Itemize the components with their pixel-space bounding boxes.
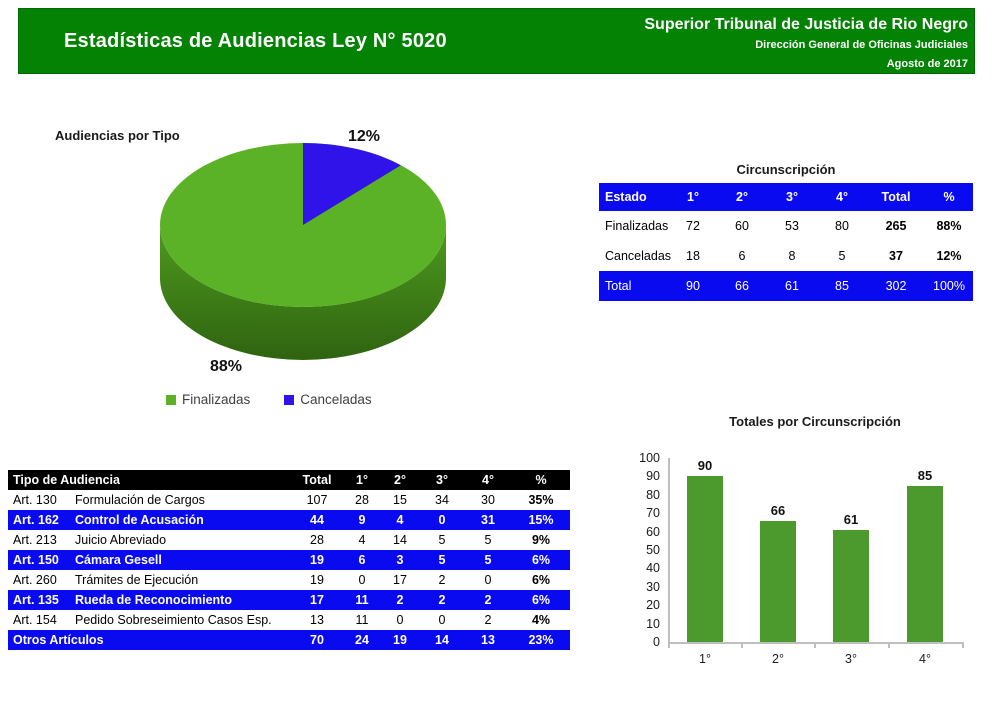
pie-chart: [150, 130, 470, 370]
cell-total: 44: [310, 513, 324, 527]
cell-3: 5: [438, 553, 446, 567]
circ-table-title: Circunscripción: [736, 162, 836, 177]
cell-3: 53: [785, 219, 799, 233]
col-header-pct: %: [535, 473, 547, 487]
cell-pct: 6%: [531, 573, 551, 587]
pie-chart-title: Audiencias por Tipo: [55, 128, 180, 143]
cell-total: 70: [310, 633, 324, 647]
cell-2: 15: [393, 493, 407, 507]
cell-total: 302: [885, 279, 907, 293]
col-header-1: 1°: [356, 473, 368, 487]
y-axis-label: 50: [646, 543, 660, 557]
y-axis-label: 60: [646, 524, 660, 539]
cell-estado: Finalizadas: [605, 219, 669, 233]
col-header-estado: Estado: [605, 190, 647, 204]
cell-total: 265: [885, 219, 907, 233]
x-axis-label-2: 2°: [772, 652, 784, 666]
bar-1: [687, 476, 723, 642]
x-axis-label-4: 4°: [919, 652, 931, 666]
cell-4: 2: [484, 593, 492, 607]
cell-desc: Juicio Abreviado: [75, 533, 167, 547]
cell-desc: Control de Acusación: [75, 513, 204, 527]
legend-item-canceladas: [284, 392, 371, 407]
cell-desc: Formulación de Cargos: [75, 493, 205, 507]
y-axis-label: 30: [646, 579, 660, 594]
cell-desc: Rueda de Reconocimiento: [75, 593, 232, 607]
cell-desc: Cámara Gesell: [75, 553, 162, 567]
table-row-art260: [8, 570, 570, 590]
cell-4: 13: [481, 633, 495, 647]
cell-4: 85: [835, 279, 849, 293]
cell-art: Art. 213: [13, 533, 57, 547]
bar-value-1: 90: [697, 458, 713, 474]
x-axis-tick: [741, 642, 743, 648]
cell-2: 19: [393, 633, 407, 647]
org-department: Dirección General de Oficinas Judiciales: [755, 39, 968, 51]
cell-3: 5: [438, 533, 446, 547]
cell-pct: 100%: [933, 279, 965, 293]
x-axis-tick: [668, 642, 670, 648]
cell-3: 2: [438, 573, 446, 587]
col-header-4: 4°: [836, 190, 848, 204]
bar-value-2: 66: [770, 502, 786, 518]
canceladas-swatch-icon: [284, 395, 294, 405]
cell-desc: Trámites de Ejecución: [75, 573, 199, 587]
bar-chart: [630, 412, 980, 682]
cell-art: Otros Artículos: [13, 633, 104, 647]
table-row-art150: [8, 550, 570, 570]
x-axis-line: [668, 642, 964, 644]
table-row-art130: [8, 490, 570, 510]
col-header-2: 2°: [394, 473, 406, 487]
cell-1: 0: [358, 573, 366, 587]
y-axis-label: 80: [646, 487, 660, 502]
org-name: Superior Tribunal de Justicia de Rio Negro: [644, 16, 968, 33]
cell-2: 60: [735, 219, 749, 233]
cell-3: 0: [438, 613, 446, 627]
cell-3: 8: [788, 249, 796, 263]
bar-chart-title: Totales por Circunscripción: [729, 414, 901, 429]
cell-3: 0: [438, 513, 446, 527]
table-row-art135: [8, 590, 570, 610]
x-axis-tick: [814, 642, 816, 648]
table-row-finalizadas: [599, 211, 973, 241]
pie-label-finalizadas: 88%: [210, 358, 243, 375]
cell-pct: 15%: [528, 513, 554, 527]
cell-total: 13: [310, 613, 324, 627]
cell-3: 61: [785, 279, 799, 293]
legend-item-finalizadas: [166, 392, 250, 407]
legend-label-canceladas: Canceladas: [300, 392, 372, 407]
x-axis-tick: [962, 642, 964, 648]
cell-1: 9: [358, 513, 366, 527]
circ-table-total-row: [599, 271, 973, 301]
cell-art: Art. 135: [13, 593, 59, 607]
cell-art: Art. 260: [13, 573, 57, 587]
cell-total: 19: [310, 553, 324, 567]
cell-2: 0: [396, 613, 404, 627]
header-org-block: [644, 9, 974, 73]
cell-total: 17: [310, 593, 324, 607]
col-header-3: 3°: [436, 473, 448, 487]
page-title: Estadísticas de Audiencias Ley N° 5020: [64, 29, 447, 52]
col-header-4: 4°: [482, 473, 494, 487]
pie-legend: [166, 392, 372, 407]
cell-4: 80: [835, 219, 849, 233]
cell-4: 5: [838, 249, 846, 263]
cell-1: 24: [355, 633, 369, 647]
cell-1: 72: [686, 219, 700, 233]
cell-2: 17: [393, 573, 407, 587]
cell-2: 4: [396, 513, 404, 527]
cell-1: 11: [355, 593, 369, 607]
cell-art: Art. 130: [13, 493, 57, 507]
cell-desc: Pedido Sobreseimiento Casos Esp.: [75, 613, 272, 627]
cell-2: 6: [738, 249, 746, 263]
tipo-table-header-row: [8, 470, 570, 490]
cell-4: 31: [481, 513, 495, 527]
cell-3: 2: [438, 593, 446, 607]
cell-4: 5: [484, 553, 492, 567]
report-date: Agosto de 2017: [886, 58, 968, 70]
cell-pct: 6%: [531, 553, 551, 567]
col-header-1: 1°: [687, 190, 699, 204]
y-axis-label: 0: [653, 635, 660, 649]
cell-2: 14: [393, 533, 407, 547]
x-axis-tick: [888, 642, 890, 648]
cell-1: 6: [358, 553, 366, 567]
cell-2: 3: [396, 553, 404, 567]
cell-2: 2: [396, 593, 404, 607]
bar-2: [760, 521, 796, 642]
cell-1: 90: [686, 279, 700, 293]
y-axis-line: [668, 458, 670, 644]
cell-3: 34: [435, 493, 449, 507]
bar-value-4: 85: [917, 467, 933, 483]
table-row-canceladas: [599, 241, 973, 271]
y-axis-label: 20: [646, 598, 660, 613]
col-header-total: Total: [881, 190, 911, 204]
cell-total: 107: [306, 493, 328, 507]
cell-4: 30: [481, 493, 495, 507]
bar-3: [833, 530, 869, 642]
cell-estado: Total: [605, 279, 632, 293]
y-axis-label: 40: [646, 561, 660, 576]
cell-total: 19: [310, 573, 324, 587]
col-header-3: 3°: [786, 190, 798, 204]
y-axis-label: 100: [639, 451, 660, 465]
pie-label-canceladas: 12%: [348, 128, 381, 145]
cell-art: Art. 154: [13, 613, 57, 627]
circ-table: [599, 183, 973, 301]
legend-label-finalizadas: Finalizadas: [182, 392, 251, 407]
cell-1: 11: [355, 613, 369, 627]
cell-art: Art. 162: [13, 513, 59, 527]
x-axis-label-3: 3°: [845, 652, 857, 666]
table-row-art154: [8, 610, 570, 630]
bar-4: [907, 486, 943, 642]
cell-estado: Canceladas: [605, 249, 672, 263]
cell-pct: 12%: [936, 249, 962, 263]
cell-2: 66: [735, 279, 749, 293]
cell-pct: 6%: [531, 593, 551, 607]
report-header: [18, 8, 975, 74]
table-row-otros: [8, 630, 570, 650]
col-header-2: 2°: [736, 190, 748, 204]
cell-pct: 35%: [528, 493, 554, 507]
cell-3: 14: [435, 633, 449, 647]
cell-pct: 9%: [531, 533, 551, 547]
cell-art: Art. 150: [13, 553, 59, 567]
col-header-tipo: Tipo de Audiencia: [13, 473, 120, 487]
cell-total: 37: [889, 249, 903, 263]
col-header-total: Total: [302, 473, 332, 487]
cell-1: 28: [355, 493, 369, 507]
cell-pct: 23%: [528, 633, 554, 647]
x-axis-label-1: 1°: [699, 652, 711, 666]
y-axis-label: 10: [646, 616, 660, 631]
table-row-art162: [8, 510, 570, 530]
cell-1: 4: [358, 533, 366, 547]
bar-value-3: 61: [843, 511, 859, 527]
cell-pct: 88%: [936, 219, 962, 233]
cell-pct: 4%: [531, 613, 551, 627]
cell-1: 18: [686, 249, 700, 263]
col-header-pct: %: [943, 190, 955, 204]
y-axis-label: 70: [646, 506, 660, 521]
table-row-art213: [8, 530, 570, 550]
cell-4: 2: [484, 613, 492, 627]
circ-table-header-row: [599, 183, 973, 211]
y-axis-label: 90: [646, 469, 660, 484]
tipo-table: [8, 470, 570, 650]
finalizadas-swatch-icon: [166, 395, 176, 405]
cell-total: 28: [310, 533, 324, 547]
cell-4: 0: [484, 573, 492, 587]
cell-4: 5: [484, 533, 492, 547]
